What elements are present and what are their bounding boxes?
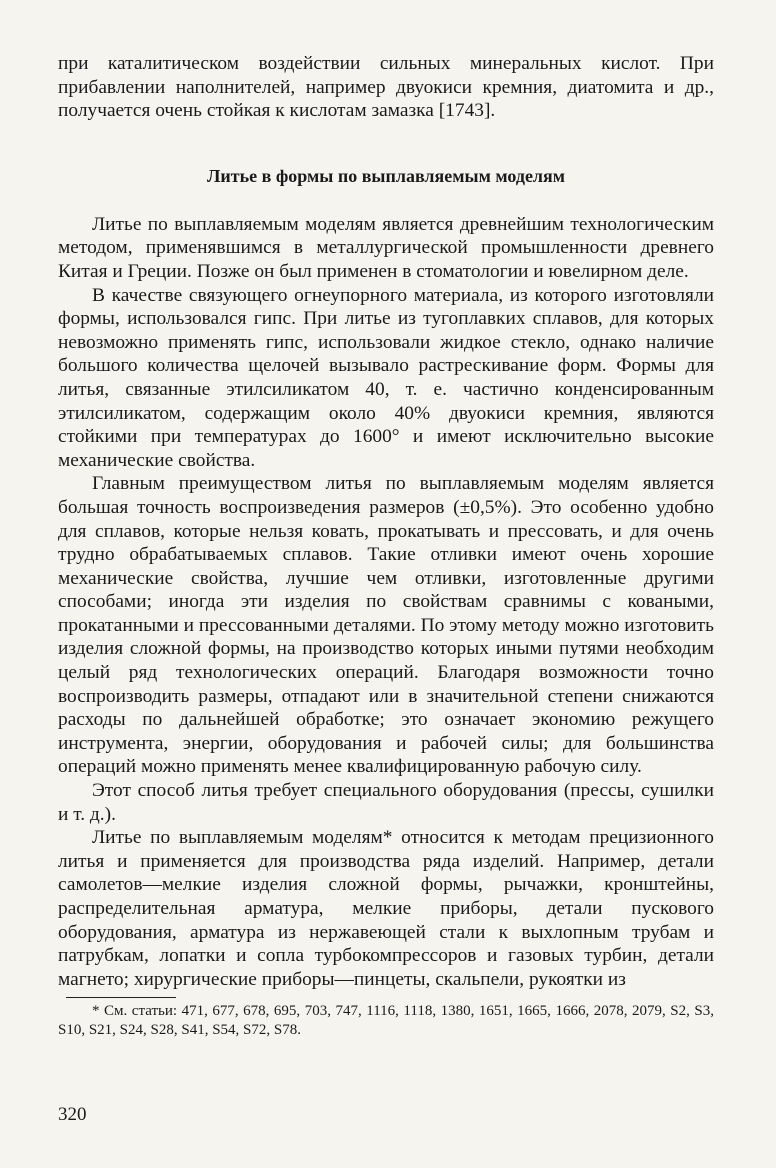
- footnote: * См. статьи: 471, 677, 678, 695, 703, 747, 1116, 1118, 1380, 1651, 1665, 1666, 2078, 2079, S2, S3, S10, S21, S24, S28, S41, S54, S72, S78.: [58, 1003, 714, 1039]
- footnote-divider: [66, 997, 176, 998]
- body-paragraph-5: Литье по выплавляемым моделям* относится к методам прецизионного литья и применяется для производства ряда изделий. Например, детали самолетов—мелкие изделия сложной формы, рычажки, кронштейны, распределительная арматура, мелкие приборы, детали пускового оборудования, арматура из нержавеющей стали к выхлопным трубам и патрубкам, лопатки и сопла турбокомпрессоров и газовых турбин, детали магнето; хирургические приборы—пинцеты, скальпели, рукоятки из: [58, 827, 714, 990]
- body-paragraph-4: Этот способ литья требует специального оборудования (прессы, сушилки и т. д.).: [58, 780, 714, 825]
- section-heading: Литье в формы по выплавляемым моделям: [206, 165, 566, 186]
- body-paragraph-1: Литье по выплавляемым моделям является древнейшим технологическим методом, применявшимся в металлургической промышленности древнего Китая и Греции. Позже он был применен в стоматологии и ювелирном деле.: [58, 213, 714, 282]
- page-number: 320: [58, 1104, 87, 1125]
- body-paragraph-2: В качестве связующего огнеупорного материала, из которого изготовляли формы, использовался гипс. При литье из тугоплавких сплавов, для которых невозможно применять гипс, использовали жидкое стекло, однако наличие большого количества щелочей вызывало растрескивание форм. Формы для литья, связанные этилсиликатом 40, т. е. частично конденсированным этилсиликатом, содержащим около 40% двуокиси кремния, являются стойкими при температурах до 1600° и имеют исключительно высокие механические свойства.: [58, 284, 714, 471]
- body-paragraph-3: Главным преимуществом литья по выплавляемым моделям является большая точность воспроизведения размеров (±0,5%). Это особенно удобно для сплавов, которые нельзя ковать, прокатывать и прессовать, и для очень трудно обрабатываемых сплавов. Такие отливки имеют очень хорошие механические свойства, лучшие чем отливки, изготовленные другими способами; иногда эти изделия по свойствам сравнимы с коваными, прокатанными и прессованными деталями. По этому методу можно изготовить изделия сложной формы, на производство которых иными путями необходим целый ряд технологических операций. Благодаря возможности точно воспроизводить размеры, отпадают или в значительной степени снижаются расходы по дальнейшей обработке; это означает экономию режущего инструмента, энергии, оборудования и рабочей силы; для большинства операций можно применять менее квалифицированную рабочую силу.: [58, 473, 714, 778]
- intro-paragraph: при каталитическом воздействии сильных минеральных кислот. При прибавлении наполнителей, например двуокиси кремния, диатомита и др., получается очень стойкая к кислотам замазка [1743].: [58, 53, 714, 122]
